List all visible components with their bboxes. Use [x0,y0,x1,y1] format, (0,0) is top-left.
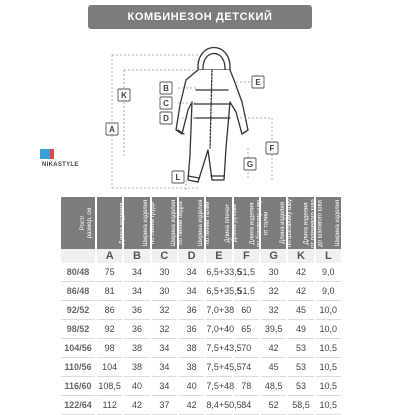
value-cell: 81 [97,282,122,301]
letter-cell: C [152,249,177,263]
jumpsuit-drawing [0,30,400,198]
value-cell: 7,5+45,5 [206,358,231,377]
value-cell: 112 [97,396,122,415]
value-cell: 10,5 [316,339,341,358]
value-cell: 34 [152,377,177,396]
value-cell: 92 [97,320,122,339]
letter-cell: D [179,249,204,263]
value-cell: 34 [152,339,177,358]
value-cell: 42 [124,396,149,415]
value-cell: 37 [152,396,177,415]
letter-cell: F [234,249,259,263]
value-cell: 36 [124,320,149,339]
value-cell: 34 [152,358,177,377]
page-title: КОМБИНЕЗОН ДЕТСКИЙ [127,11,273,23]
label-l: L [175,173,181,182]
col-header: Длина изделия [97,197,122,249]
value-cell: 38 [124,339,149,358]
value-cell: 30 [152,282,177,301]
value-cell: 10,5 [316,396,341,415]
letter-cell: E [206,249,231,263]
letter-cell: K [288,249,313,263]
label-c: C [163,99,169,108]
size-cell: 110/56 [61,358,95,377]
label-k: K [121,91,127,100]
value-cell: 42 [288,263,313,282]
value-cell: 32 [152,320,177,339]
logo-icon [40,149,50,159]
letter-cell: G [261,249,286,263]
value-cell: 104 [97,358,122,377]
value-cell: 48,5 [261,377,286,396]
title-banner [88,5,312,29]
value-cell: 30 [152,263,177,282]
value-cell: 34 [179,282,204,301]
garment-diagram [0,30,400,198]
value-cell: 84 [234,396,259,415]
value-cell: 58,5 [288,396,313,415]
value-cell: 38 [179,358,204,377]
col-header: Ширина изделия по линии талии [179,197,204,249]
label-b: B [163,84,169,93]
value-cell: 53 [288,358,313,377]
table-row [61,263,341,282]
value-cell: 34 [124,263,149,282]
table-row [61,301,341,320]
value-cell: 70 [234,339,259,358]
table-row [61,396,341,415]
col-header: Длина изделия по боковому шву от талии [234,197,259,249]
value-cell: 40 [124,377,149,396]
label-g: G [246,160,254,169]
table-header-row [61,197,341,249]
value-cell: 7,0+40 [206,320,231,339]
value-cell: 75 [97,263,122,282]
value-cell: 9,0 [316,282,341,301]
size-cell: 104/56 [61,339,95,358]
value-cell: 49 [288,320,313,339]
col-header: Ширина изделия по линии груди [124,197,149,249]
value-cell: 108,5 [97,377,122,396]
table-row [61,377,341,396]
table-row [61,339,341,358]
value-cell: 39,5 [261,320,286,339]
value-cell: 34 [124,282,149,301]
size-table [59,197,348,415]
value-cell: 38 [179,339,204,358]
size-cell: 86/48 [61,282,95,301]
value-cell: 52 [261,396,286,415]
letters-row [61,249,341,263]
value-cell: 51,5 [234,282,259,301]
value-cell: 10,0 [316,320,341,339]
value-cell: 30 [261,263,286,282]
col-header: Длина изделия от плечевого шва до шагового шва [288,197,313,249]
brand-logo [40,149,50,159]
table-row [61,358,341,377]
value-cell: 42 [288,282,313,301]
label-d: D [163,114,169,123]
value-cell: 53 [288,377,313,396]
col-header: Ширина изделия по линии бедра [152,197,177,249]
value-cell: 36 [124,301,149,320]
col-header: Ширина изделия по линии низа [316,197,341,249]
size-cell: 116/60 [61,377,95,396]
value-cell: 10,5 [316,377,341,396]
value-cell: 7,5+43,5 [206,339,231,358]
value-cell: 98 [97,339,122,358]
label-f: F [269,144,275,153]
value-cell: 6,5+35,5 [206,282,231,301]
table-row [61,282,341,301]
value-cell: 60 [234,301,259,320]
value-cell: 9,0 [316,263,341,282]
value-cell: 65 [234,320,259,339]
value-cell: 53 [288,339,313,358]
value-cell: 36 [179,301,204,320]
value-cell: 32 [152,301,177,320]
label-a: A [109,125,115,134]
table-row [61,320,341,339]
letter-cell: A [97,249,122,263]
value-cell: 86 [97,301,122,320]
value-cell: 10,0 [316,301,341,320]
value-cell: 42 [179,396,204,415]
value-cell: 7,5+48 [206,377,231,396]
value-cell: 38 [124,358,149,377]
value-cell: 7,0+38 [206,301,231,320]
col-header: Длина изделия по шаговому шву [261,197,286,249]
label-e: E [255,78,261,87]
size-cell: 122/64 [61,396,95,415]
size-cell: 92/52 [61,301,95,320]
value-cell: 42 [261,339,286,358]
value-cell: 45 [261,358,286,377]
value-cell: 8,4+50,5 [206,396,231,415]
letter-cell [61,249,95,263]
col-header: Длина плеча+ Длина рукава [206,197,231,249]
value-cell: 32 [261,282,286,301]
size-cell: 98/52 [61,320,95,339]
value-cell: 78 [234,377,259,396]
value-cell: 40 [179,377,204,396]
letter-cell: L [316,249,341,263]
value-cell: 6,5+33,5 [206,263,231,282]
value-cell: 34 [179,263,204,282]
value-cell: 74 [234,358,259,377]
value-cell: 36 [179,320,204,339]
letter-cell: B [124,249,149,263]
value-cell: 32 [261,301,286,320]
size-cell: 80/48 [61,263,95,282]
value-cell: 51,5 [234,263,259,282]
value-cell: 10,5 [316,358,341,377]
size-header: Рост/ размер, см [61,197,95,249]
value-cell: 45 [288,301,313,320]
brand-name: NIKASTYLE [42,162,79,168]
